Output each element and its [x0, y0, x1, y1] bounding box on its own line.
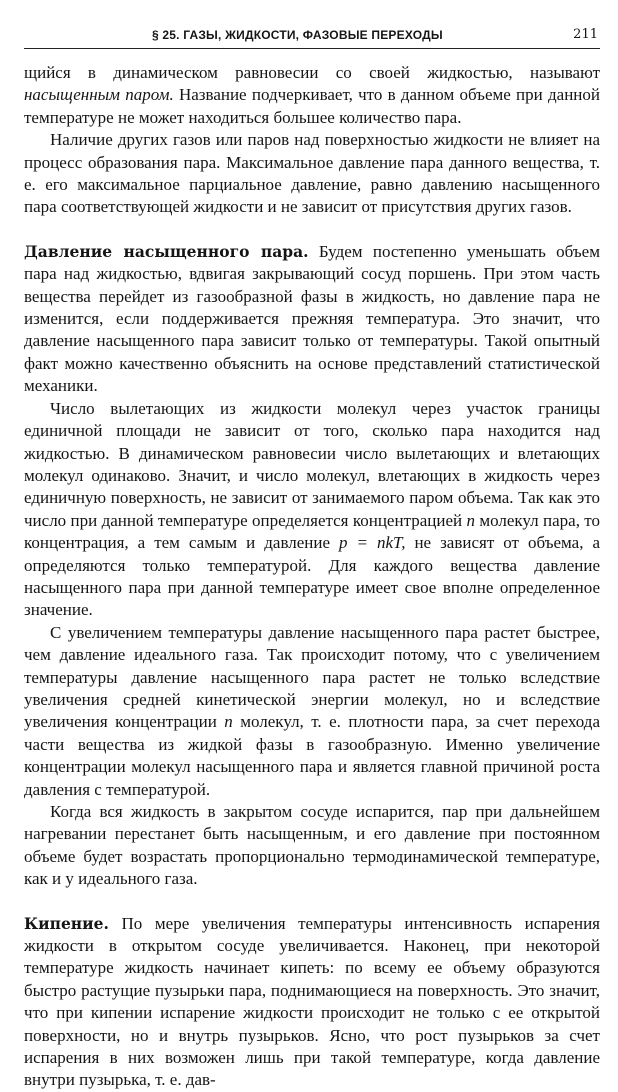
page-header — [24, 22, 600, 49]
paragraph-full-evaporation: Когда вся жидкость в закрытом сосуде испарится, пар при дальнейшем нагревании перестанет быть насыщенным, и его давление при постоянном объеме будет возрастать пропорционально термодинамической температуре, как и у идеального газа. — [24, 802, 600, 889]
paragraph-temperature-increase: С увеличением температуры давление насыщенного пара растет быстрее, чем давление идеального газа. Так происходит потому, что с увеличением температуры давление насыщенного пара растет не только вследствие увеличения средней кинетической энергии молекул, но и вследствие увеличения концентрации n молекул, т. е. плотности пара, за счет перехода части вещества из жидкой фазы в газообразную. Именно увеличение концентрации молекул насыщенного пара и является главной причиной роста давления с температурой. — [24, 622, 600, 799]
page-body — [24, 62, 600, 1092]
section-heading-saturated-vapor-pressure: Давление насыщенного пара. — [24, 241, 309, 261]
section-heading-boiling: Кипение. — [24, 913, 109, 933]
paragraph-saturated-vapor-definition: щийся в динамическом равновесии со своей жидкостью, называют насыщенным паром. Название подчеркивает, что в данном объеме при данной температуре не может находиться большее количество пара. — [24, 63, 600, 127]
symbol-n: n — [466, 510, 475, 530]
page-number: 211 — [573, 27, 598, 42]
paragraph-molecule-flux: Число вылетающих из жидкости молекул через участок границы единичной площади не зависит от того, сколько пара находится над жидкостью. В динамическом равновесии число вылетающих и влетающих молекул одинаково. Значит, и число молекул, влетающих в жидкость через единичную поверхность, не зависит от занимаемого паром объема. Так как это число при данной температуре определяется концентрацией n молекул пара, то концентрация, а тем самым и давление p = nkT, не зависят от объема, а определяются только температурой. Для каждого вещества давление насыщенного пара при данной температуре имеет свое вполне определенное значение. — [24, 398, 601, 620]
paragraph-saturated-vapor-pressure: Давление насыщенного пара. Будем постепенно уменьшать объем пара над жидкостью, вдвигая закрывающий сосуд поршень. При этом часть вещества перейдет из газообразной фазы в жидкость, но давление пара не изменится, если поддерживается прежняя температура. Это значит, что давление насыщенного пара зависит только от температуры. Такой опытный факт можно качественно объяснить на основе представлений статистической механики. — [24, 241, 600, 396]
paragraph-other-gases: Наличие других газов или паров над поверхностью жидкости не влияет на процесс образования пара. Максимальное давление пара данного вещества, т. е. его максимальное парциальное давление, равно давлению насыщенного пара соответствующей жидкости и не зависит от присутствия других газов. — [24, 130, 600, 217]
running-title: § 25. ГАЗЫ, ЖИДКОСТИ, ФАЗОВЫЕ ПЕРЕХОДЫ — [152, 28, 443, 42]
symbol-n: n — [224, 712, 233, 732]
paragraph-boiling: Кипение. По мере увеличения температуры интенсивность испарения жидкости в открытом сосуде увеличивается. Наконец, при некоторой температуре жидкость начинает кипеть: по всему ее объему образуются быстро растущие пузырьки пара, поднимающиеся на поверхность. Это значит, что при кипении испарение жидкости происходит не только с ее открытой поверхности, но и внутрь пузырьков. Ясно, что рост пузырьков за счет испарения в них возможен лишь при такой температуре, когда давление внутри пузырька, т. е. дав- — [24, 913, 600, 1090]
term-saturated-vapor: насыщенным паром. — [24, 85, 174, 105]
formula-p-nkt: p = nkT, — [339, 533, 406, 553]
